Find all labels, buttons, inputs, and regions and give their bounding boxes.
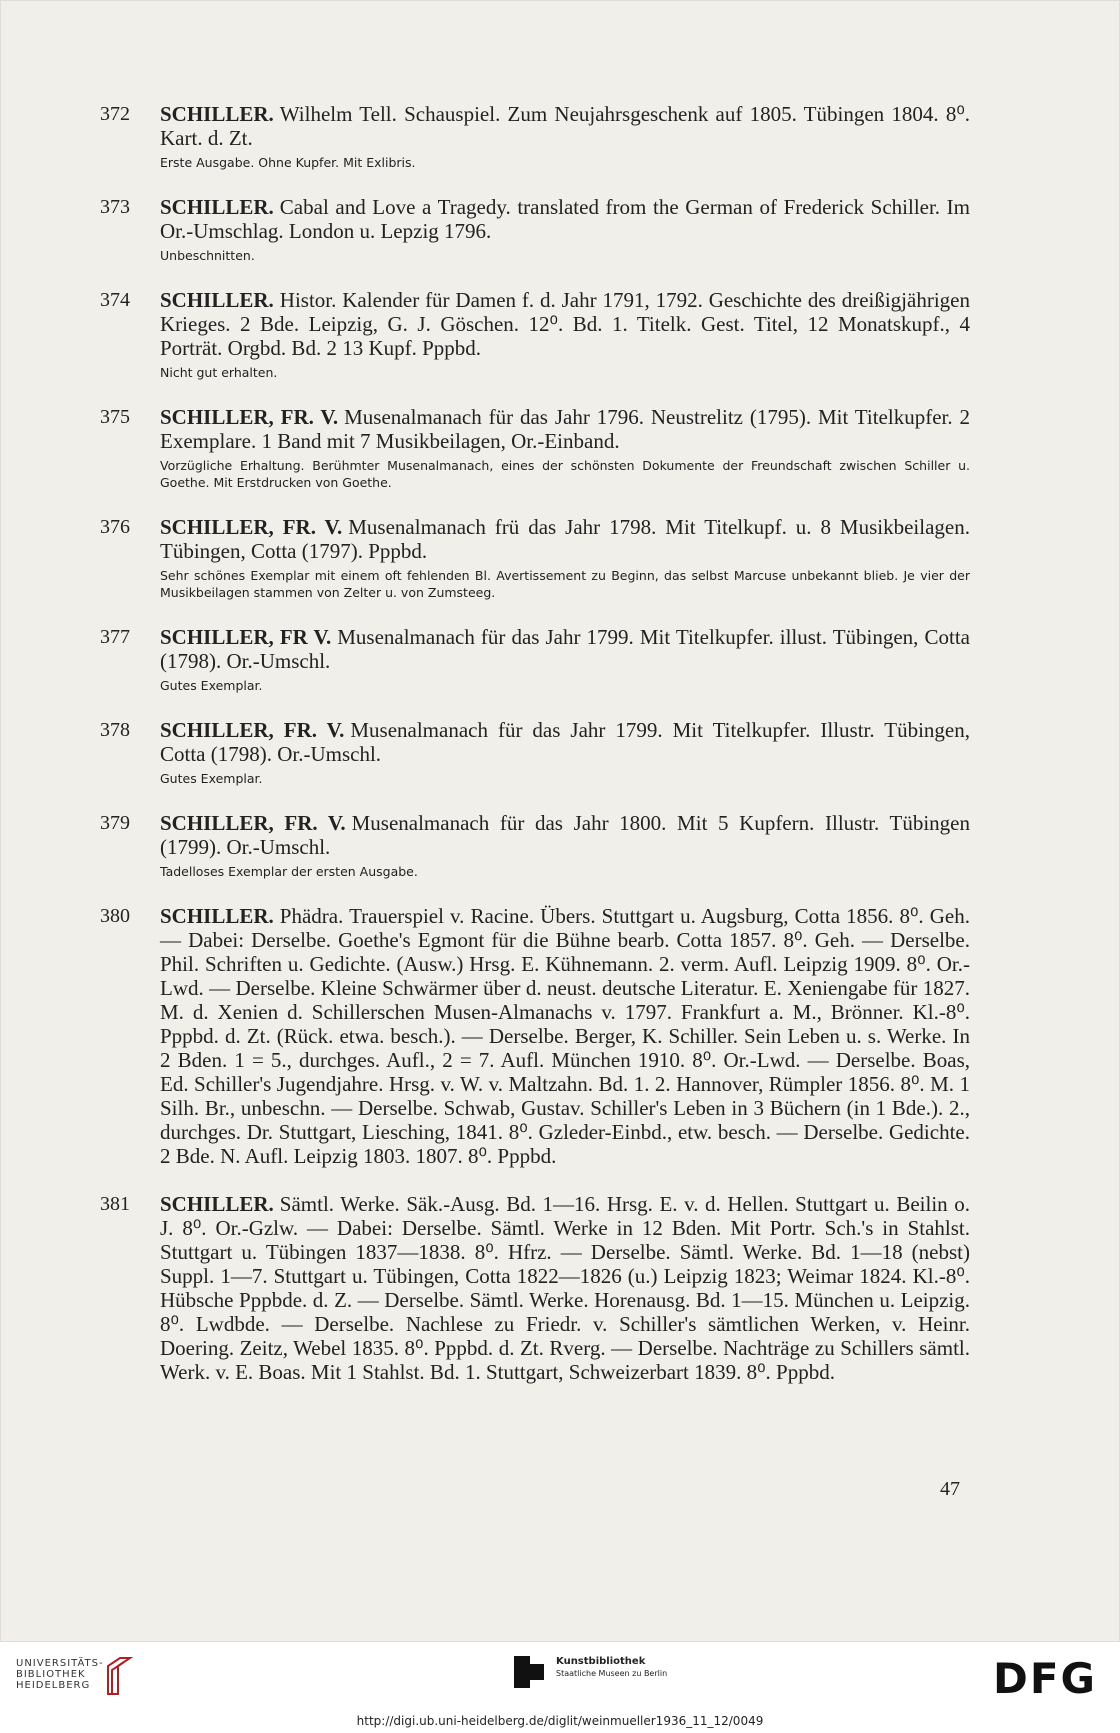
entry-number: 377	[100, 626, 130, 648]
viewer-footer	[0, 1642, 1120, 1733]
entry-number: 373	[100, 196, 130, 218]
entry-heading: SCHILLER, FR V.	[160, 625, 332, 649]
entry-note: Erste Ausgabe. Ohne Kupfer. Mit Exlibris.	[160, 155, 416, 170]
entry-number: 375	[100, 406, 130, 428]
entry-heading: SCHILLER.	[160, 102, 274, 126]
catalog-entry	[100, 625, 970, 694]
entry-list	[100, 102, 970, 1408]
catalog-entry	[100, 195, 970, 264]
kunstbibliothek-logo-icon[interactable]	[512, 1654, 548, 1690]
entry-note: Sehr schönes Exemplar mit einem oft fehlenden Bl. Avertissement zu Beginn, das selbst Marcuse unbekannt blieb. Je vier der Musikbeilagen stammen von Zelter u. von Zumsteeg.	[160, 568, 970, 600]
university-logo-icon[interactable]	[104, 1654, 134, 1698]
entry-heading: SCHILLER.	[160, 904, 274, 928]
entry-heading: SCHILLER, FR. V.	[160, 718, 345, 742]
entry-note: Tadelloses Exemplar der ersten Ausgabe.	[160, 864, 418, 879]
catalog-entry	[100, 515, 970, 601]
catalog-entry	[100, 1192, 970, 1384]
entry-text: Musenalmanach für das Jahr 1799. Mit Titelkupfer. illust. Tübingen, Cotta (1798). Or.-Umschl.	[160, 625, 970, 673]
dfg-logo[interactable]: DFG	[993, 1654, 1098, 1703]
entry-text: Musenalmanach frü das Jahr 1798. Mit Titelkupf. u. 8 Musikbeilagen. Tübingen, Cotta (1797). Pppbd.	[160, 515, 970, 563]
entry-number: 374	[100, 289, 130, 311]
page-number: 47	[940, 1478, 960, 1500]
catalog-entry	[100, 811, 970, 880]
entry-heading: SCHILLER, FR. V.	[160, 515, 343, 539]
entry-text: Histor. Kalender für Damen f. d. Jahr 1791, 1792. Geschichte des dreißigjährigen Krieges. 2 Bde. Leipzig, G. J. Göschen. 12⁰. Bd. 1. Titelk. Gest. Titel, 12 Monatskupf., 4 Porträt. Orgbd. Bd. 2 13 Kupf. Pppbd.	[160, 288, 970, 360]
entry-number: 381	[100, 1193, 130, 1215]
kunstbibliothek-label[interactable]: Kunstbibliothek Staatliche Museen zu Berlin	[556, 1656, 668, 1678]
entry-text: Musenalmanach für das Jahr 1799. Mit Titelkupfer. Illustr. Tübingen, Cotta (1798). Or.-Umschl.	[160, 718, 970, 766]
entry-note: Vorzügliche Erhaltung. Berühmter Musenalmanach, eines der schönsten Dokumente der Freundschaft zwischen Schiller u. Goethe. Mit Erstdrucken von Goethe.	[160, 458, 970, 490]
catalog-entry	[100, 288, 970, 381]
entry-note: Unbeschnitten.	[160, 248, 255, 263]
entry-text: Phädra. Trauerspiel v. Racine. Übers. Stuttgart u. Augsburg, Cotta 1856. 8⁰. Geh. — Dabei: Derselbe. Goethe's Egmont für die Bühne bearb. Cotta 1857. 8⁰. Geh. — Derselbe. Phil. Schriften u. Gedichte. (Ausw.) Hrsg. E. Kühnemann. 2. verm. Aufl. Leipzig 1909. 8⁰. Or.-Lwd. — Derselbe. Kleine Schwärmer über d. neust. deutsche Literatur. E. Xeniengabe für 1827. M. d. Xenien d. Schillerschen Musen-Almanachs v. 1797. Frankfurt a. M., Brönner. Kl.-8⁰. Pppbd. d. Zt. (Rück. etwa. besch.). — Derselbe. Berger, K. Schiller. Sein Leben u. s. Werke. In 2 Bden. 1 = 5., durchges. Aufl., 2 = 7. Aufl. München 1910. 8⁰. Or.-Lwd. — Derselbe. Boas, Ed. Schiller's Jugendjahre. Hrsg. v. W. v. Maltzahn. Bd. 1. 2. Hannover, Rümpler 1856. 8⁰. M. 1 Silh. Br., unbeschn. — Derselbe. Schwab, Gustav. Schiller's Leben in 3 Büchern (in 1 Bde.). 2., durchges. Dr. Stuttgart, Liesching, 1841. 8⁰. Gzleder-Einbd., etw. besch. — Derselbe. Gedichte. 2 Bde. N. Aufl. Leipzig 1803. 1807. 8⁰. Pppbd.	[160, 904, 970, 1168]
entry-number: 378	[100, 719, 130, 741]
catalog-entry	[100, 405, 970, 491]
entry-number: 380	[100, 905, 130, 927]
catalog-entry	[100, 904, 970, 1168]
entry-note: Gutes Exemplar.	[160, 771, 263, 786]
catalog-entry	[100, 102, 970, 171]
entry-text: Musenalmanach für das Jahr 1796. Neustrelitz (1795). Mit Titelkupfer. 2 Exemplare. 1 Band mit 7 Musikbeilagen, Or.-Einband.	[160, 405, 970, 453]
catalog-entry	[100, 718, 970, 787]
university-library-label[interactable]: UNIVERSITÄTS- BIBLIOTHEK HEIDELBERG	[16, 1658, 104, 1691]
entry-heading: SCHILLER.	[160, 195, 274, 219]
entry-note: Nicht gut erhalten.	[160, 365, 278, 380]
entry-note: Gutes Exemplar.	[160, 678, 263, 693]
entry-text: Cabal and Love a Tragedy. translated from the German of Frederick Schiller. Im Or.-Umschlag. London u. Lepzig 1796.	[160, 195, 970, 243]
entry-heading: SCHILLER.	[160, 288, 274, 312]
entry-heading: SCHILLER, FR. V.	[160, 405, 339, 429]
entry-text: Musenalmanach für das Jahr 1800. Mit 5 Kupfern. Illustr. Tübingen (1799). Or.-Umschl.	[160, 811, 970, 859]
entry-text: Sämtl. Werke. Säk.-Ausg. Bd. 1—16. Hrsg. E. v. d. Hellen. Stuttgart u. Beilin o. J. 8⁰. Or.-Gzlw. — Dabei: Derselbe. Sämtl. Werke in 12 Bden. Mit Portr. Sch.'s in Stahlst. Stuttgart u. Tübingen 1837—1838. 8⁰. Hfrz. — Derselbe. Sämtl. Werke. Bd. 1—18 (nebst) Suppl. 1—7. Stuttgart u. Tübingen, Cotta 1822—1826 (u.) Leipzig 1823; Weimar 1824. Kl.-8⁰. Hübsche Pppbde. d. Z. — Derselbe. Sämtl. Werke. Horenausg. Bd. 1—15. München u. Leipzig. 8⁰. Lwdbde. — Derselbe. Nachlese zu Friedr. v. Schiller's sämtlichen Werken, v. Heinr. Doering. Zeitz, Webel 1835. 8⁰. Pppbd. d. Zt. Rverg. — Derselbe. Nachträge zu Schillers sämtl. Werk. v. E. Boas. Mit 1 Stahlst. Bd. 1. Stuttgart, Schweizerbart 1839. 8⁰. Pppbd.	[160, 1192, 970, 1384]
entry-number: 376	[100, 516, 130, 538]
entry-number: 379	[100, 812, 130, 834]
entry-number: 372	[100, 103, 130, 125]
entry-heading: SCHILLER, FR. V.	[160, 811, 346, 835]
entry-text: Wilhelm Tell. Schauspiel. Zum Neujahrsgeschenk auf 1805. Tübingen 1804. 8⁰. Kart. d. Zt.	[160, 102, 970, 150]
entry-heading: SCHILLER.	[160, 1192, 274, 1216]
page-url[interactable]: http://digi.ub.uni-heidelberg.de/diglit/weinmueller1936_11_12/0049	[356, 1714, 764, 1728]
